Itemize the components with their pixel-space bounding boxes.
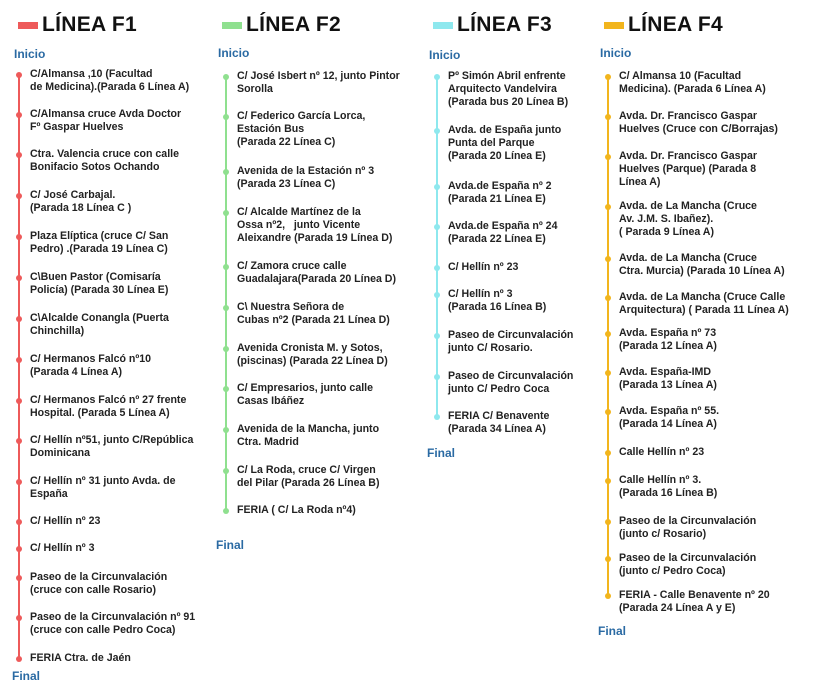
stop-dot — [434, 184, 440, 190]
stop-dot — [16, 615, 22, 621]
stop-label: Plaza Elíptica (cruce C/ San Pedro) .(Parada 19 Línea C) — [30, 230, 169, 255]
stop-dot — [434, 128, 440, 134]
stop-label: Paseo de la Circunvalación (junto c/ Pedro Coca) — [619, 552, 757, 577]
stop-dot — [434, 374, 440, 380]
stop-label: Calle Hellín nº 3. (Parada 16 Línea B) — [619, 474, 718, 499]
stop-label: Avda. España nº 73 (Parada 12 Línea A) — [619, 327, 717, 352]
stop-label: Avda.de España nº 24 (Parada 22 Línea E) — [448, 220, 558, 245]
stop-label: C/ Hellín nº 23 — [30, 515, 101, 527]
stop-dot — [16, 398, 22, 404]
stop-dot — [16, 275, 22, 281]
stop-dot — [434, 265, 440, 271]
stop-dot — [223, 74, 229, 80]
route-track — [18, 76, 20, 659]
stop-dot — [605, 204, 611, 210]
stop-label: Avda. Dr. Francisco Gaspar Huelves (Cruce con C/Borrajas) — [619, 110, 778, 135]
stop-dot — [434, 224, 440, 230]
line-color-swatch — [604, 22, 624, 29]
stop-dot — [223, 508, 229, 514]
stop-dot — [605, 114, 611, 120]
stop-dot — [16, 438, 22, 444]
stop-dot — [16, 152, 22, 158]
stop-label: Avda. de España junto Punta del Parque (Parada 20 Línea E) — [448, 124, 562, 162]
end-label: Final — [598, 624, 627, 638]
stop-dot — [605, 519, 611, 525]
stop-label: Avenida de la Mancha, junto Ctra. Madrid — [237, 423, 380, 448]
stop-dot — [605, 295, 611, 301]
stop-label: C\Buen Pastor (Comisaría Policía) (Parada 30 Línea E) — [30, 271, 169, 296]
line-name: LÍNEA F2 — [246, 13, 341, 36]
stop-label: Avda.de España nº 2 (Parada 21 Línea E) — [448, 180, 552, 205]
stop-dot — [223, 305, 229, 311]
stop-dot — [605, 370, 611, 376]
stop-dot — [16, 316, 22, 322]
stop-label: Paseo de la Circunvalación (junto c/ Rosario) — [619, 515, 757, 540]
route-track — [436, 75, 438, 416]
stop-label: C/ José Isbert nº 12, junto Pintor Sorolla — [237, 70, 400, 95]
end-label: Final — [427, 446, 456, 460]
stop-dot — [16, 519, 22, 525]
stop-label: C/ Almansa 10 (Facultad Medicina). (Parada 6 Línea A) — [619, 70, 766, 95]
stop-label: C/ Alcalde Martínez de la Ossa nº2, junto Vicente Aleixandre (Parada 19 Línea D) — [237, 206, 393, 244]
stop-dot — [223, 210, 229, 216]
stop-label: Avda. de La Mancha (Cruce Ctra. Murcia) (Parada 10 Línea A) — [619, 252, 785, 277]
stop-label: Avda. España nº 55. (Parada 14 Línea A) — [619, 405, 720, 430]
stop-dot — [605, 450, 611, 456]
stop-dot — [605, 593, 611, 599]
stop-label: C/ Hellín nº 3 — [30, 542, 95, 554]
line-name: LÍNEA F1 — [42, 13, 137, 36]
stop-dot — [16, 193, 22, 199]
stop-label: C/ Hermanos Falcó nº 27 frente Hospital. (Parada 5 Línea A) — [30, 394, 187, 419]
stop-label: C/ Federico García Lorca, Estación Bus (Parada 22 Línea C) — [237, 110, 366, 148]
start-label: Inicio — [14, 47, 46, 61]
stop-label: C/ Hellín nº 23 — [448, 261, 519, 273]
stop-label: Avda. Dr. Francisco Gaspar Huelves (Parque) (Parada 8 Línea A) — [619, 150, 757, 188]
line-f3-title — [433, 13, 552, 37]
stop-label: Paseo de la Circunvalación nº 91 (cruce con calle Pedro Coca) — [30, 611, 196, 636]
stop-label: Avda. de La Mancha (Cruce Calle Arquitectura) ( Parada 11 Línea A) — [619, 291, 789, 316]
stop-label: C\Alcalde Conangla (Puerta Chinchilla) — [30, 312, 169, 337]
stop-dot — [16, 234, 22, 240]
stop-dot — [16, 357, 22, 363]
stop-dot — [16, 546, 22, 552]
line-name: LÍNEA F4 — [628, 13, 723, 36]
stop-label: C/ La Roda, cruce C/ Virgen del Pilar (Parada 26 Línea B) — [237, 464, 380, 489]
stop-label: C/Almansa cruce Avda Doctor Fº Gaspar Huelves — [30, 108, 182, 133]
stop-dot — [605, 331, 611, 337]
stop-dot — [223, 346, 229, 352]
stop-label: C/ Hellín nº 31 junto Avda. de España — [30, 475, 176, 500]
stop-label: FERIA - Calle Benavente nº 20 (Parada 24 Línea A y E) — [619, 589, 770, 614]
stop-dot — [434, 333, 440, 339]
stop-dot — [16, 72, 22, 78]
stop-label: Avda. España-IMD (Parada 13 Línea A) — [619, 366, 717, 391]
stop-label: C/ Hermanos Falcó nº10 (Parada 4 Línea A) — [30, 353, 152, 378]
stop-dot — [223, 169, 229, 175]
line-f4-title — [604, 13, 723, 37]
stop-label: Avda. de La Mancha (Cruce Av. J.M. S. Ibañez). ( Parada 9 Línea A) — [619, 200, 757, 238]
stop-label: C/ Zamora cruce calle Guadalajara(Parada 20 Línea D) — [237, 260, 396, 285]
stop-label: Calle Hellín nº 23 — [619, 446, 705, 458]
stop-dot — [605, 556, 611, 562]
stop-dot — [223, 264, 229, 270]
end-label: Final — [12, 669, 41, 683]
stop-dot — [223, 114, 229, 120]
stop-dot — [16, 479, 22, 485]
stop-label: C/ Hellín nº 3 (Parada 16 Línea B) — [448, 288, 547, 313]
line-color-swatch — [222, 22, 242, 29]
stop-label: FERIA Ctra. de Jaén — [30, 652, 131, 664]
stop-label: C/ José Carbajal. (Parada 18 Línea C ) — [30, 189, 132, 214]
stop-dot — [434, 74, 440, 80]
stop-label: C\ Nuestra Señora de Cubas nº2 (Parada 21 Línea D) — [237, 301, 390, 326]
line-f2-title — [222, 13, 341, 37]
stop-dot — [605, 154, 611, 160]
stop-label: C/ Hellín nº51, junto C/República Dominicana — [30, 434, 194, 459]
route-track — [225, 75, 227, 511]
stop-label: FERIA C/ Benavente (Parada 34 Línea A) — [448, 410, 550, 435]
stop-label: Avenida Cronista M. y Sotos, (piscinas) (Parada 22 Línea D) — [237, 342, 388, 367]
start-label: Inicio — [429, 48, 461, 62]
stop-dot — [223, 427, 229, 433]
line-color-swatch — [433, 22, 453, 29]
stop-dot — [16, 656, 22, 662]
stop-label: Pº Simón Abril enfrente Arquitecto Vandelvira (Parada bus 20 Línea B) — [448, 70, 569, 108]
stop-dot — [605, 74, 611, 80]
stop-dot — [16, 112, 22, 118]
line-name: LÍNEA F3 — [457, 13, 552, 36]
line-color-swatch — [18, 22, 38, 29]
stop-label: C/Almansa ,10 (Facultad de Medicina).(Parada 6 Línea A) — [30, 68, 190, 93]
stop-label: Ctra. Valencia cruce con calle Bonifacio Sotos Ochando — [30, 148, 179, 173]
stop-dot — [605, 409, 611, 415]
start-label: Inicio — [600, 46, 632, 60]
stop-label: C/ Empresarios, junto calle Casas Ibáñez — [237, 382, 373, 407]
stop-dot — [223, 468, 229, 474]
stop-dot — [605, 256, 611, 262]
stop-label: Paseo de Circunvalación junto C/ Rosario. — [448, 329, 574, 354]
stop-label: Paseo de la Circunvalación (cruce con calle Rosario) — [30, 571, 168, 596]
stop-dot — [223, 386, 229, 392]
end-label: Final — [216, 538, 245, 552]
stop-label: Paseo de Circunvalación junto C/ Pedro Coca — [448, 370, 574, 395]
stop-dot — [605, 478, 611, 484]
stop-dot — [16, 575, 22, 581]
stop-label: Avenida de la Estación nº 3 (Parada 23 Línea C) — [237, 165, 375, 190]
start-label: Inicio — [218, 46, 250, 60]
line-f1-title — [18, 13, 137, 37]
stop-dot — [434, 414, 440, 420]
stop-dot — [434, 292, 440, 298]
stop-label: FERIA ( C/ La Roda nº4) — [237, 504, 356, 516]
